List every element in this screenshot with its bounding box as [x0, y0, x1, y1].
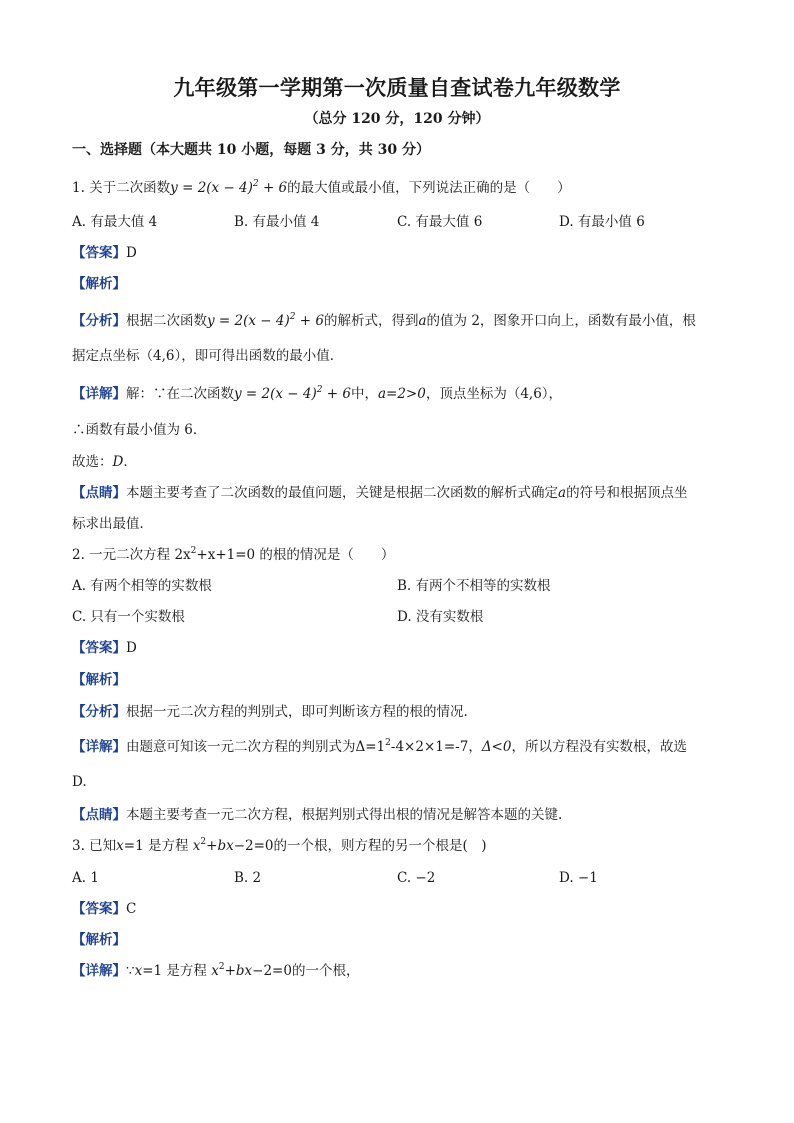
- q3-stem: 3. 已知x=1 是方程 $x^2+bx-2=0$的一个根，则方程的另一个根是( ): [72, 837, 487, 854]
- q1-detail: 【详解】解：∵在二次函数$y = 2(x - 4)^2 + 6$中，a=2>0，顶点坐标为（4,6），: [72, 385, 563, 402]
- page-subtitle: （总分 120 分，120 分钟）: [304, 111, 490, 127]
- q2-answer: 【答案】D: [72, 640, 137, 656]
- q2-dianjing: 【点睛】本题主要考查一元二次方程，根据判别式得出根的情况是解答本题的关键.: [72, 807, 563, 823]
- q1-option-b[interactable]: B. 有最小值 4: [234, 214, 320, 230]
- q1-fenxi: 【分析】根据二次函数$y = 2(x - 4)^2 + 6$的解析式，得到a的值为 2，图象开口向上，函数有最小值，根: [72, 312, 696, 329]
- q3-detail: 【详解】∵x=1 是方程 $x^2+bx-2=0$的一个根，: [72, 962, 360, 979]
- q2-detail: 【详解】由题意可知该一元二次方程的判别式为$\Delta=1^2-4\times 2\times 1=-7$，Δ<0，所以方程没有实数根，故选: [72, 738, 687, 755]
- q2-fenxi: 【分析】根据一元二次方程的判别式，即可判断该方程的根的情况.: [72, 704, 468, 720]
- q3-option-a[interactable]: A. 1: [72, 870, 99, 886]
- q3-option-c[interactable]: C. −2: [397, 870, 436, 886]
- q3-option-b[interactable]: B. 2: [234, 870, 262, 886]
- q1-dianjing: 【点睛】本题主要考查了二次函数的最值问题，关键是根据二次函数的解析式确定a的符号和根据顶点坐: [72, 485, 688, 501]
- q1-option-a[interactable]: A. 有最大值 4: [72, 214, 158, 230]
- q2-option-a[interactable]: A. 有两个相等的实数根: [72, 578, 212, 594]
- q2-option-d[interactable]: D. 没有实数根: [397, 609, 484, 625]
- page-title: 九年级第一学期第一次质量自查试卷九年级数学: [173, 75, 621, 100]
- q1-fenxi-line2: 据定点坐标（4,6），即可得出函数的最小值．: [72, 348, 344, 364]
- section-heading: 一、选择题（本大题共 10 小题，每题 3 分，共 30 分）: [72, 142, 430, 158]
- q1-detail-line3: 故选：D．: [72, 454, 137, 470]
- q3-analysis-tag: 【解析】: [72, 932, 126, 948]
- q3-answer: 【答案】C: [72, 901, 137, 917]
- q1-answer: 【答案】D: [72, 245, 137, 261]
- q2-option-b[interactable]: B. 有两个不相等的实数根: [397, 578, 551, 594]
- q2-option-c[interactable]: C. 只有一个实数根: [72, 609, 185, 625]
- q1-stem: 1. 关于二次函数$y = 2(x - 4)^2 + 6$的最大值或最小值，下列说法正确的是（ ）: [72, 179, 571, 196]
- q1-detail-line2: ∴函数有最小值为 6．: [72, 422, 207, 438]
- q1-dianjing-line2: 标求出最值．: [72, 516, 153, 532]
- q1-analysis-tag: 【解析】: [72, 276, 126, 292]
- q3-option-d[interactable]: D. −1: [559, 870, 598, 886]
- q1-stem-formula: $y = 2(x - 4)^2 + 6$: [170, 179, 288, 196]
- q2-analysis-tag: 【解析】: [72, 672, 126, 688]
- q1-option-c[interactable]: C. 有最大值 6: [397, 214, 483, 230]
- q1-option-d[interactable]: D. 有最小值 6: [559, 214, 645, 230]
- q2-stem: 2. 一元二次方程 $2x^2+x+1=0$ 的根的情况是（ ）: [72, 546, 395, 563]
- q2-detail-line2: D.: [72, 774, 87, 790]
